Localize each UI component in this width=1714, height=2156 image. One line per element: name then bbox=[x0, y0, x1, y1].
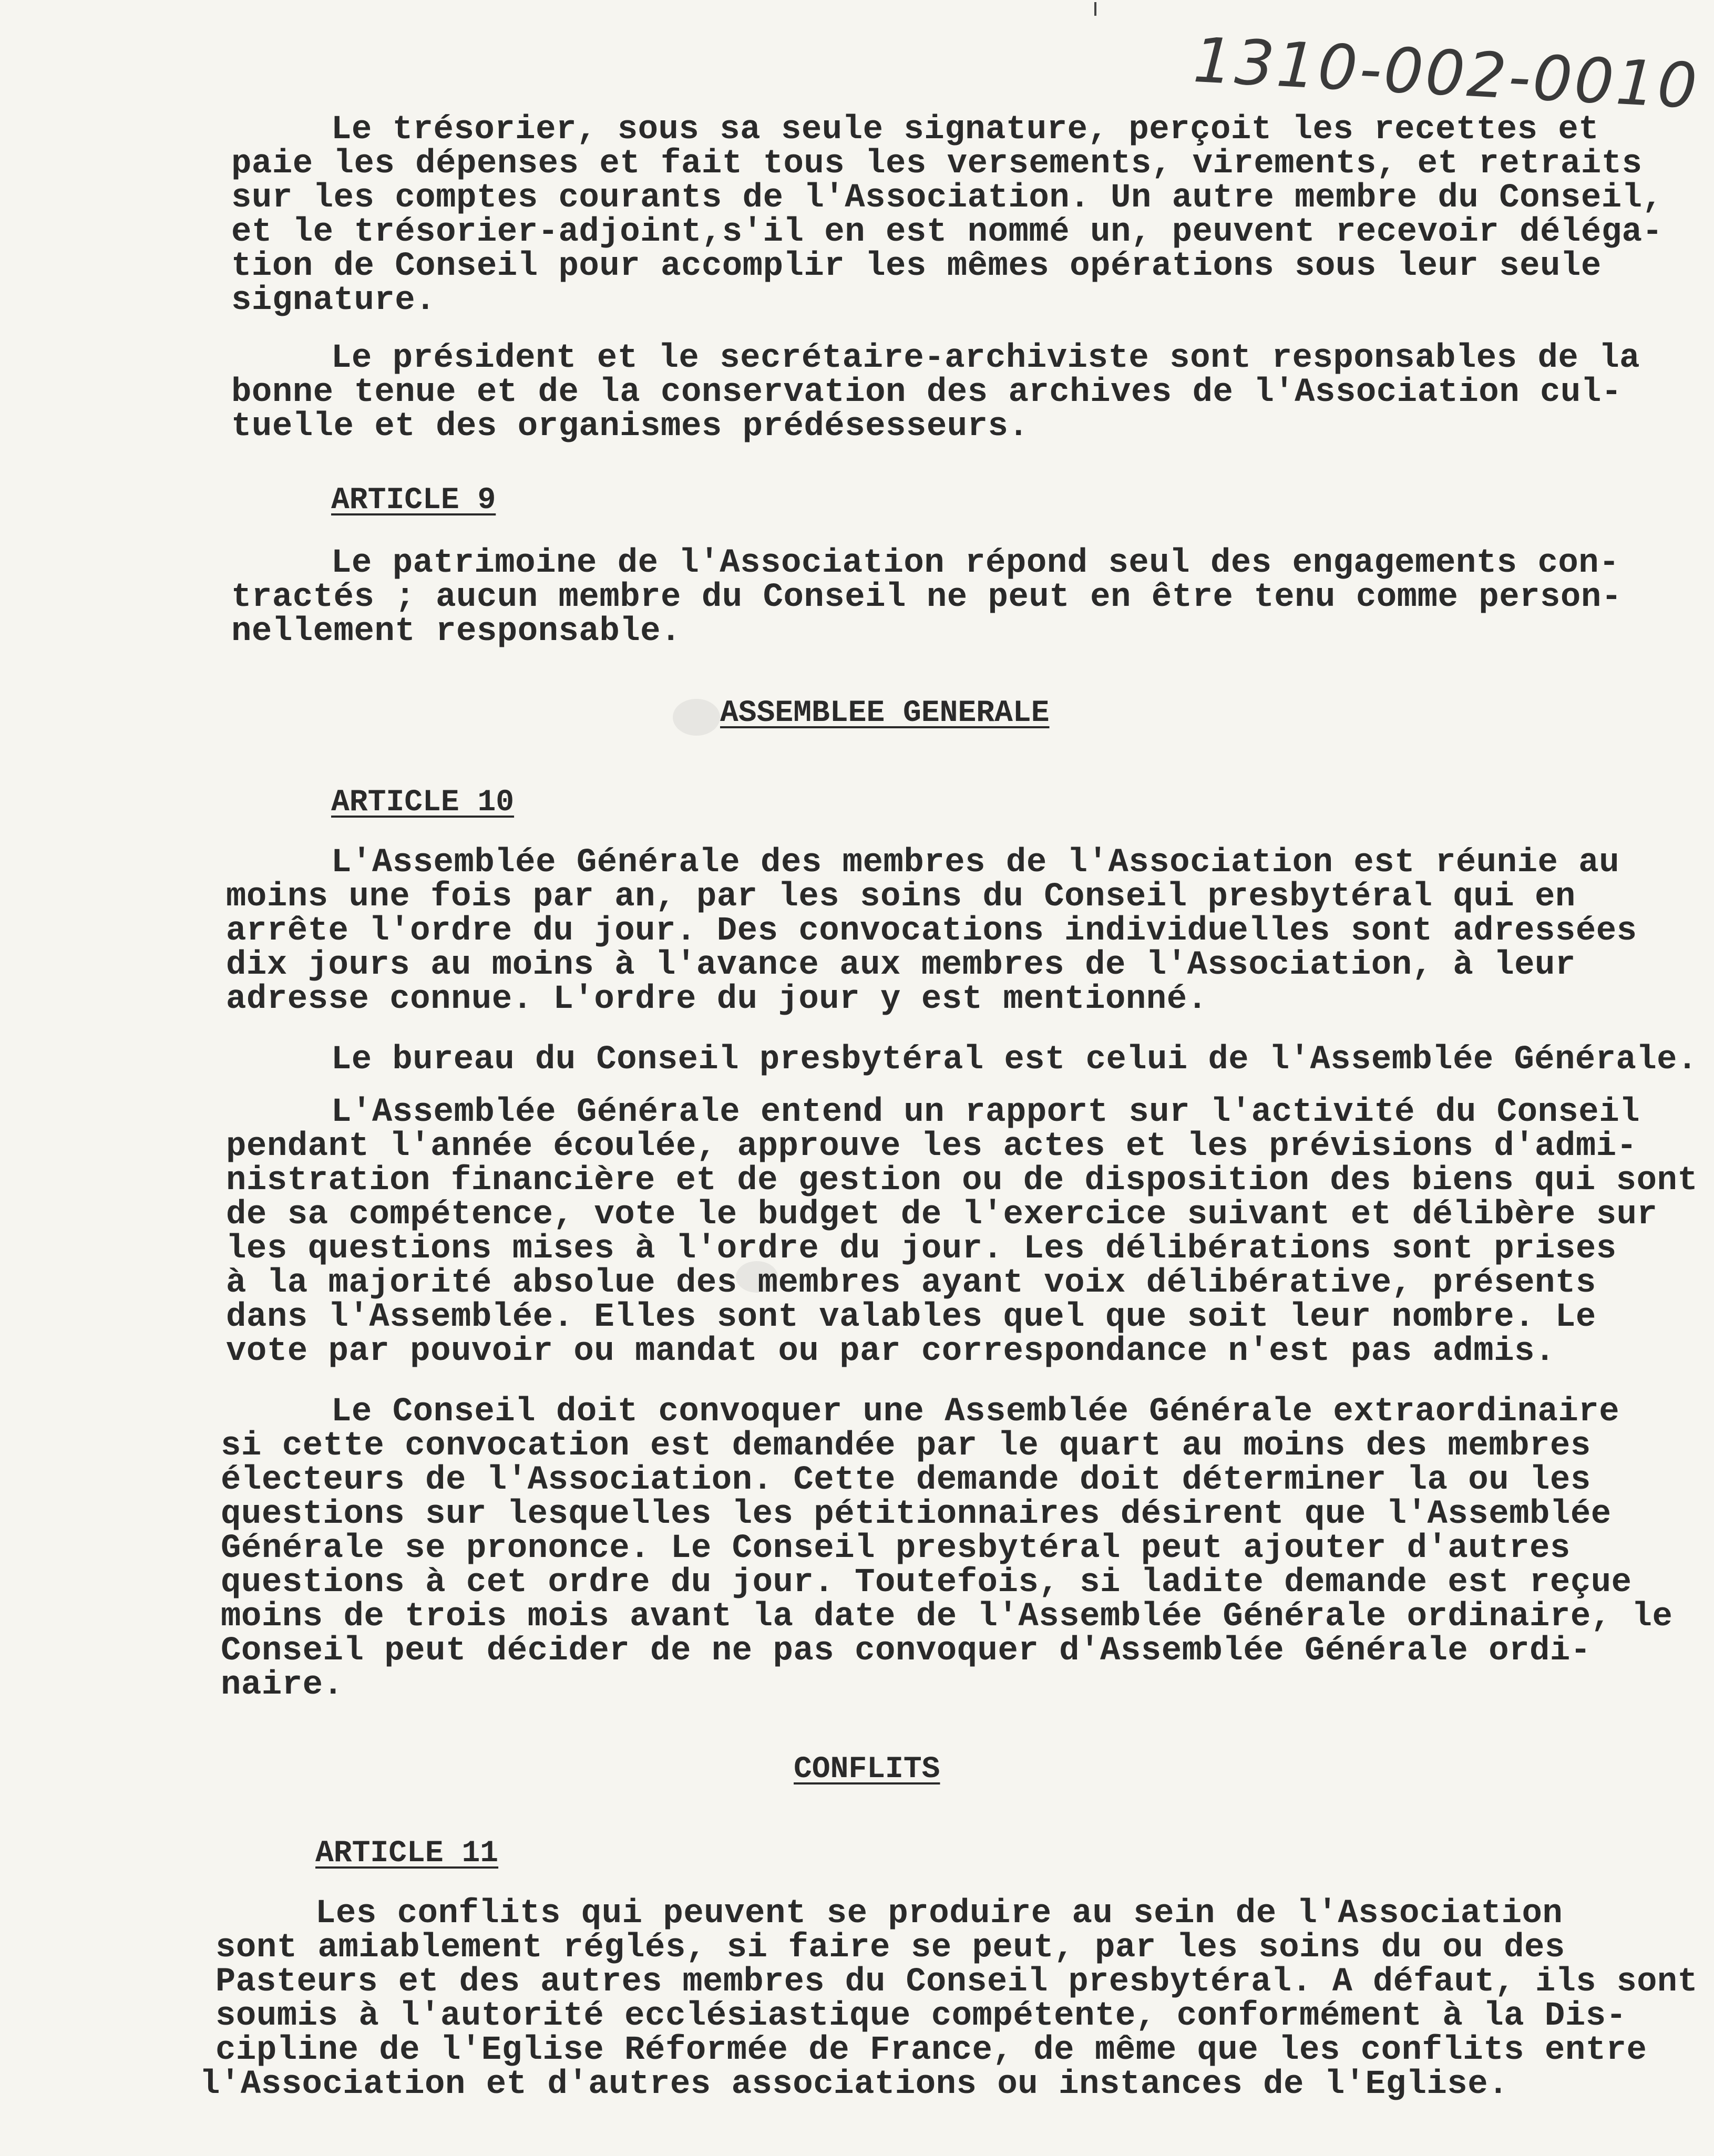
text-line: soumis à l'autorité ecclésiastique compétente, conformément à la Dis- bbox=[215, 1997, 1627, 2035]
text-line: pendant l'année écoulée, approuve les actes et les prévisions d'admi- bbox=[226, 1128, 1637, 1165]
text-line: Les conflits qui peuvent se produire au sein de l'Association bbox=[315, 1895, 1563, 1933]
text-line: moins de trois mois avant la date de l'Assemblée Générale ordinaire, le bbox=[221, 1598, 1673, 1636]
text-line: nistration financière et de gestion ou de disposition des biens qui sont bbox=[226, 1162, 1698, 1200]
article-9-heading: ARTICLE 9 bbox=[331, 483, 496, 518]
ink-smudge bbox=[673, 699, 720, 736]
text-line: sur les comptes courants de l'Association. Un autre membre du Conseil, bbox=[231, 179, 1663, 217]
text-line: Conseil peut décider de ne pas convoquer d'Assemblée Générale ordi- bbox=[221, 1632, 1591, 1670]
text-line: Le patrimoine de l'Association répond seul des engagements con- bbox=[331, 544, 1620, 582]
text-line: de sa compétence, vote le budget de l'exercice suivant et délibère sur bbox=[226, 1196, 1658, 1234]
text-line: cipline de l'Eglise Réformée de France, de même que les conflits entre bbox=[215, 2031, 1647, 2069]
text-line: questions sur lesquelles les pétitionnaires désirent que l'Assemblée bbox=[221, 1495, 1612, 1533]
text-line: Le président et le secrétaire-archiviste sont responsables de la bbox=[331, 339, 1640, 377]
text-line: Pasteurs et des autres membres du Conseil presbytéral. A défaut, ils sont bbox=[215, 1963, 1698, 2001]
article-10-heading: ARTICLE 10 bbox=[331, 786, 515, 820]
text-line: adresse connue. L'ordre du jour y est mentionné. bbox=[226, 981, 1208, 1018]
pen-mark bbox=[1094, 2, 1096, 16]
text-line: à la majorité absolue des membres ayant voix délibérative, présents bbox=[226, 1264, 1596, 1302]
text-line: Le bureau du Conseil presbytéral est celui de l'Assemblée Générale. bbox=[331, 1041, 1698, 1079]
section-title-assemblee-generale: ASSEMBLEE GENERALE bbox=[720, 696, 1050, 730]
section-title-conflits: CONFLITS bbox=[794, 1752, 940, 1787]
article-11-heading: ARTICLE 11 bbox=[315, 1837, 499, 1871]
text-line: nellement responsable. bbox=[231, 613, 681, 651]
text-line: Générale se prononce. Le Conseil presbytéral peut ajouter d'autres bbox=[221, 1530, 1571, 1567]
text-line: Le Conseil doit convoquer une Assemblée Générale extraordinaire bbox=[331, 1393, 1620, 1431]
text-line: paie les dépenses et fait tous les versements, virements, et retraits bbox=[231, 145, 1643, 183]
text-line: dix jours au moins à l'avance aux membres de l'Association, à leur bbox=[226, 946, 1576, 984]
text-line: tion de Conseil pour accomplir les mêmes opérations sous leur seule bbox=[231, 247, 1602, 285]
text-line: si cette convocation est demandée par le quart au moins des membres bbox=[221, 1427, 1591, 1465]
text-line: L'Assemblée Générale des membres de l'Association est réunie au bbox=[331, 844, 1620, 882]
text-line: électeurs de l'Association. Cette demande doit déterminer la ou les bbox=[221, 1461, 1591, 1499]
text-line: et le trésorier-adjoint,s'il en est nommé un, peuvent recevoir déléga- bbox=[231, 213, 1663, 251]
text-line: moins une fois par an, par les soins du Conseil presbytéral qui en bbox=[226, 878, 1576, 916]
text-line: L'Assemblée Générale entend un rapport sur l'activité du Conseil bbox=[331, 1094, 1640, 1131]
text-line: Le trésorier, sous sa seule signature, perçoit les recettes et bbox=[331, 111, 1599, 149]
text-line: l'Association et d'autres associations ou instances de l'Eglise. bbox=[200, 2066, 1508, 2103]
text-line: les questions mises à l'ordre du jour. Les délibérations sont prises bbox=[226, 1230, 1617, 1268]
text-line: tractés ; aucun membre du Conseil ne peut en être tenu comme person- bbox=[231, 579, 1622, 616]
text-line: arrête l'ordre du jour. Des convocations individuelles sont adressées bbox=[226, 912, 1637, 950]
text-line: questions à cet ordre du jour. Toutefois, si ladite demande est reçue bbox=[221, 1564, 1632, 1602]
text-line: tuelle et des organismes prédésesseurs. bbox=[231, 408, 1029, 446]
text-line: sont amiablement réglés, si faire se peut, par les soins du ou des bbox=[215, 1929, 1565, 1967]
text-line: naire. bbox=[221, 1666, 344, 1704]
text-line: signature. bbox=[231, 282, 436, 319]
text-line: vote par pouvoir ou mandat ou par correspondance n'est pas admis. bbox=[226, 1333, 1555, 1370]
text-line: dans l'Assemblée. Elles sont valables quel que soit leur nombre. Le bbox=[226, 1298, 1596, 1336]
text-line: bonne tenue et de la conservation des archives de l'Association cul- bbox=[231, 374, 1622, 411]
archive-reference-handwritten: 1310-002-0010 bbox=[1192, 23, 1701, 123]
